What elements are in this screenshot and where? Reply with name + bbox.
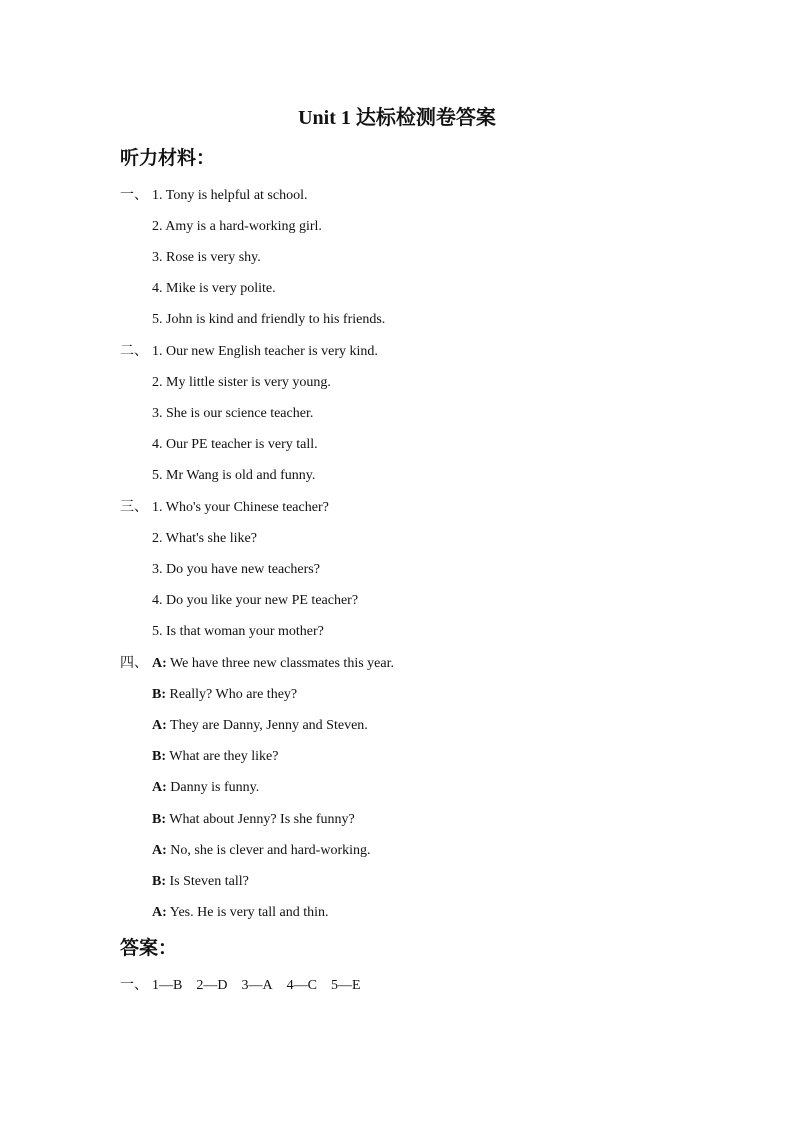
answer-item: 3—A [241,978,273,993]
section1-item-text: 1. Tony is helpful at school. [152,188,308,203]
section1-item-3 [120,248,261,268]
section3-item-5 [120,622,324,642]
dialogue-text: What about Jenny? Is she funny? [166,812,355,827]
dialogue-line [120,685,297,705]
answers-heading: 答案： [120,938,178,959]
dialogue-speaker: B: [152,687,166,702]
section1-item-text: 5. John is kind and friendly to his friends. [152,312,386,327]
dialogue-line [120,872,249,892]
dialogue-speaker: B: [152,812,166,827]
section3-item-4 [120,591,358,611]
section1-item-1 [120,186,307,206]
dialogue-speaker: A: [152,780,167,795]
dialogue-text: They are Danny, Jenny and Steven. [166,718,368,733]
section3-item-text: 1. Who's your Chinese teacher? [152,500,329,515]
section1-item-text: 3. Rose is very shy. [152,250,261,265]
answer-item: 1—B [152,978,183,993]
section3-item-text: 2. What's she like? [152,531,257,546]
dialogue-speaker: B: [152,874,166,889]
section3-label: 三、 [120,500,148,515]
section2-item-3 [120,404,313,424]
listening-heading: 听力材料： [120,148,216,169]
answer-item: 4—C [286,978,317,993]
dialogue-line [120,810,355,830]
answer-item: 2—D [196,978,228,993]
section3-item-3 [120,560,320,580]
dialogue-line [120,903,329,923]
dialogue-speaker: A: [152,718,167,733]
section3-item-text: 5. Is that woman your mother? [152,624,324,639]
section1-label: 一、 [120,188,148,203]
dialogue-text: Danny is funny. [166,780,260,795]
dialogue-speaker: B: [152,749,166,764]
dialogue-text: We have three new classmates this year. [166,656,394,671]
answers-label: 一、 [120,978,148,993]
section4-label: 四、 [120,656,148,671]
section2-label: 二、 [120,344,148,359]
section3-item-text: 4. Do you like your new PE teacher? [152,593,359,608]
dialogue-text: Is Steven tall? [166,874,249,889]
dialogue-text: Yes. He is very tall and thin. [166,905,329,920]
answers-line [120,976,375,996]
section2-item-text: 4. Our PE teacher is very tall. [152,437,318,452]
section1-item-5 [120,310,385,330]
section2-item-text: 1. Our new English teacher is very kind. [152,344,378,359]
section1-item-2 [120,217,322,237]
dialogue-line [120,747,278,767]
section1-item-text: 2. Amy is a hard-working girl. [152,219,322,234]
section3-item-2 [120,529,257,549]
section2-item-1 [120,342,378,362]
dialogue-speaker: A: [152,843,167,858]
page-title: Unit 1 达标检测卷答案 [298,107,496,129]
section2-item-5 [120,466,315,486]
dialogue-line [120,716,368,736]
dialogue-line [120,654,394,674]
section2-item-4 [120,435,318,455]
dialogue-line [120,841,371,861]
section3-item-text: 3. Do you have new teachers? [152,562,320,577]
dialogue-speaker: A: [152,656,167,671]
section2-item-text: 5. Mr Wang is old and funny. [152,468,316,483]
dialogue-text: No, she is clever and hard-working. [166,843,371,858]
section3-item-1 [120,498,329,518]
section1-item-text: 4. Mike is very polite. [152,281,276,296]
section2-item-2 [120,373,331,393]
dialogue-text: What are they like? [166,749,279,764]
dialogue-line [120,778,259,798]
answer-item: 5—E [330,978,361,993]
section2-item-text: 2. My little sister is very young. [152,375,331,390]
dialogue-speaker: A: [152,905,167,920]
section2-item-text: 3. She is our science teacher. [152,406,314,421]
dialogue-text: Really? Who are they? [166,687,298,702]
section1-item-4 [120,279,276,299]
